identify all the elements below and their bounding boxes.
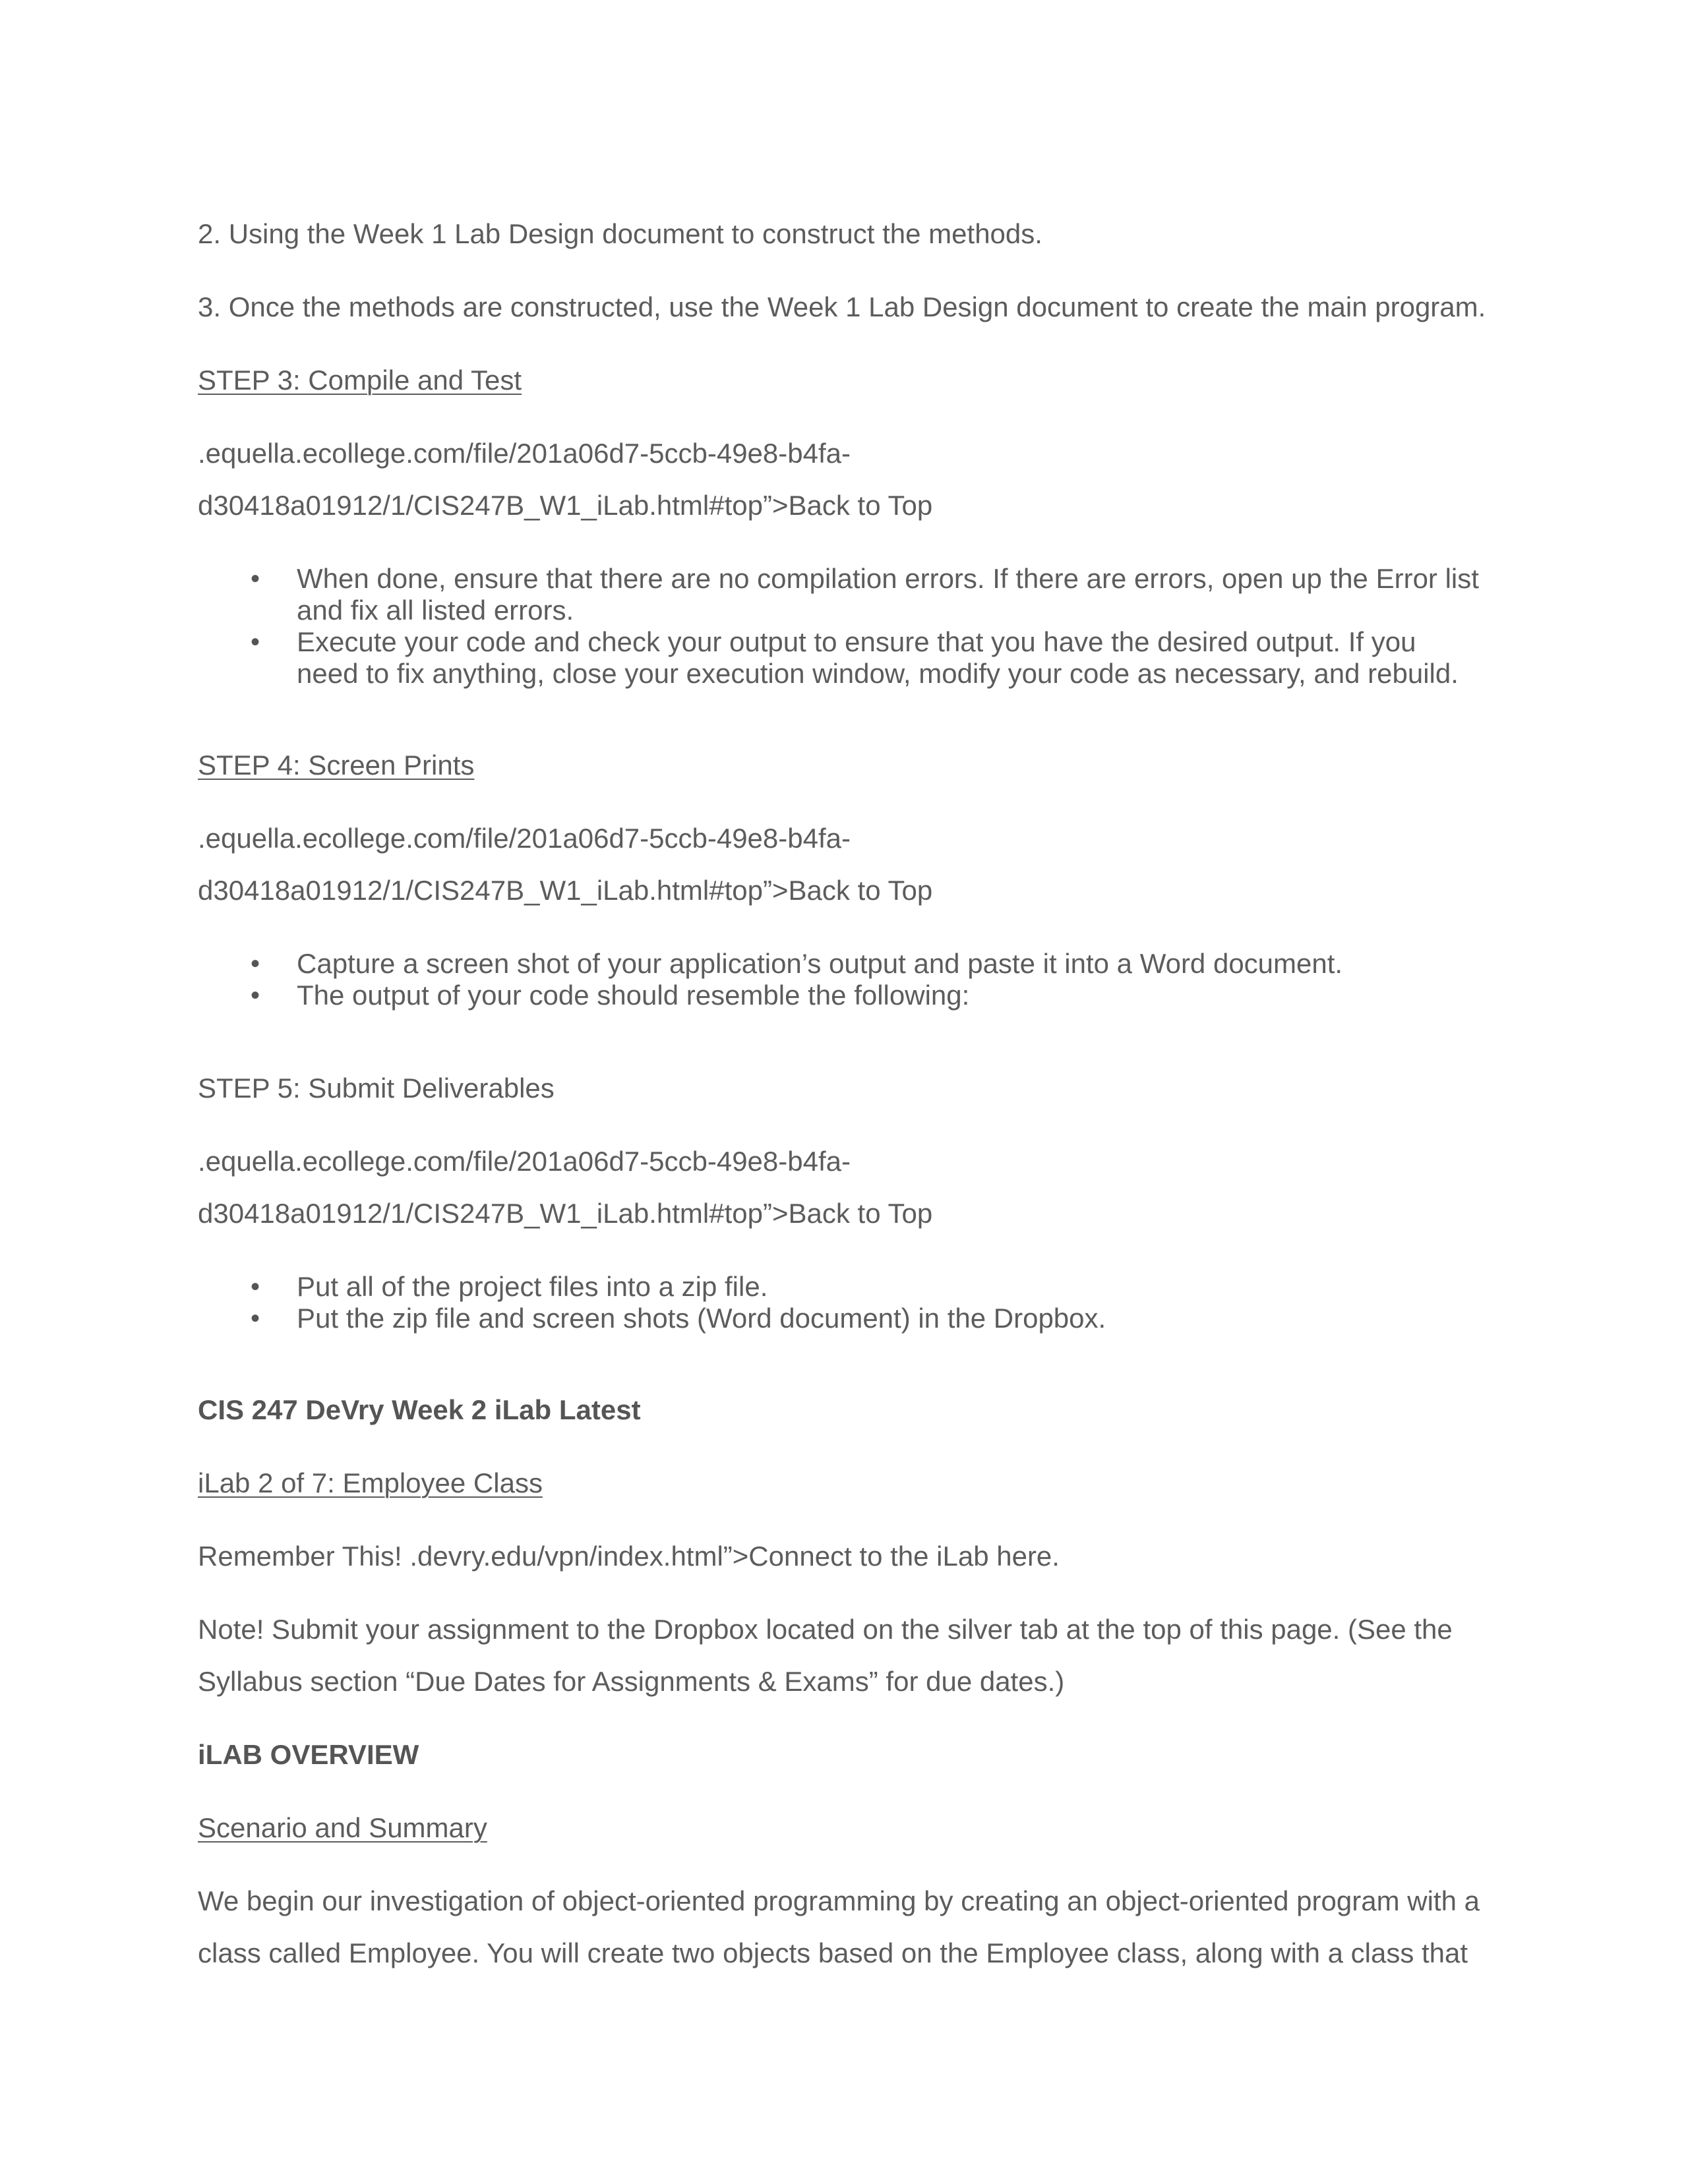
scenario-heading[interactable]: Scenario and Summary <box>198 1812 487 1843</box>
ilab-title[interactable]: iLab 2 of 7: Employee Class <box>198 1467 543 1498</box>
note-line-1: Note! Submit your assignment to the Dropbox located on the silver tab at the top of this page. (See the <box>198 1614 1453 1645</box>
paragraph-step-2: 2. Using the Week 1 Lab Design document to construct the methods. <box>198 218 1042 249</box>
bullet-icon: • <box>251 628 260 657</box>
step5-bullet-list <box>251 1271 1484 1334</box>
list-item-text: Put the zip file and screen shots (Word document) in the Dropbox. <box>297 1303 1106 1334</box>
list-item <box>251 980 1484 1011</box>
step3-link-line-1: .equella.ecollege.com/file/201a06d7-5ccb-49e8-b4fa- <box>198 438 851 469</box>
week2-title: CIS 247 DeVry Week 2 iLab Latest <box>198 1394 641 1425</box>
bullet-icon: • <box>251 981 260 1010</box>
note-line-2: Syllabus section “Due Dates for Assignments & Exams” for due dates.) <box>198 1666 1065 1697</box>
paragraph-step-3: 3. Once the methods are constructed, use the Week 1 Lab Design document to create the main program. <box>198 291 1486 322</box>
step3-link-line-2: d30418a01912/1/CIS247B_W1_iLab.html#top”>Back to Top <box>198 490 933 521</box>
bullet-icon: • <box>251 1304 260 1333</box>
bullet-icon: • <box>251 1272 260 1301</box>
step4-heading[interactable]: STEP 4: Screen Prints <box>198 750 475 781</box>
list-item <box>251 626 1484 690</box>
list-item-text: When done, ensure that there are no compilation errors. If there are errors, open up the Error list and fix all listed errors. <box>297 563 1479 626</box>
scenario-line-1: We begin our investigation of object-oriented programming by creating an object-oriented program with a <box>198 1885 1480 1916</box>
list-item <box>251 1271 1484 1303</box>
list-item <box>251 1303 1484 1334</box>
step4-bullet-list <box>251 948 1484 1011</box>
list-item-text: Execute your code and check your output to ensure that you have the desired output. If you need to fix anything, close your execution window, modify your code as necessary, and rebuild. <box>297 626 1459 689</box>
scenario-line-2: class called Employee. You will create two objects based on the Employee class, along with a class that <box>198 1937 1468 1968</box>
list-item-text: Put all of the project files into a zip file. <box>297 1271 768 1302</box>
list-item-text: The output of your code should resemble the following: <box>297 980 970 1011</box>
step3-bullet-list <box>251 563 1484 690</box>
list-item <box>251 948 1484 980</box>
step4-link-line-2: d30418a01912/1/CIS247B_W1_iLab.html#top”>Back to Top <box>198 875 933 906</box>
step4-link-line-1: .equella.ecollege.com/file/201a06d7-5ccb-49e8-b4fa- <box>198 823 851 854</box>
step5-heading: STEP 5: Submit Deliverables <box>198 1073 555 1104</box>
overview-heading: iLAB OVERVIEW <box>198 1739 419 1770</box>
remember-note: Remember This! .devry.edu/vpn/index.html”>Connect to the iLab here. <box>198 1541 1060 1572</box>
list-item-text: Capture a screen shot of your application’s output and paste it into a Word document. <box>297 948 1343 979</box>
bullet-icon: • <box>251 949 260 978</box>
step5-link-line-1: .equella.ecollege.com/file/201a06d7-5ccb-49e8-b4fa- <box>198 1146 851 1177</box>
bullet-icon: • <box>251 564 260 593</box>
step3-heading[interactable]: STEP 3: Compile and Test <box>198 365 522 396</box>
step5-link-line-2: d30418a01912/1/CIS247B_W1_iLab.html#top”>Back to Top <box>198 1198 933 1229</box>
list-item <box>251 563 1484 626</box>
